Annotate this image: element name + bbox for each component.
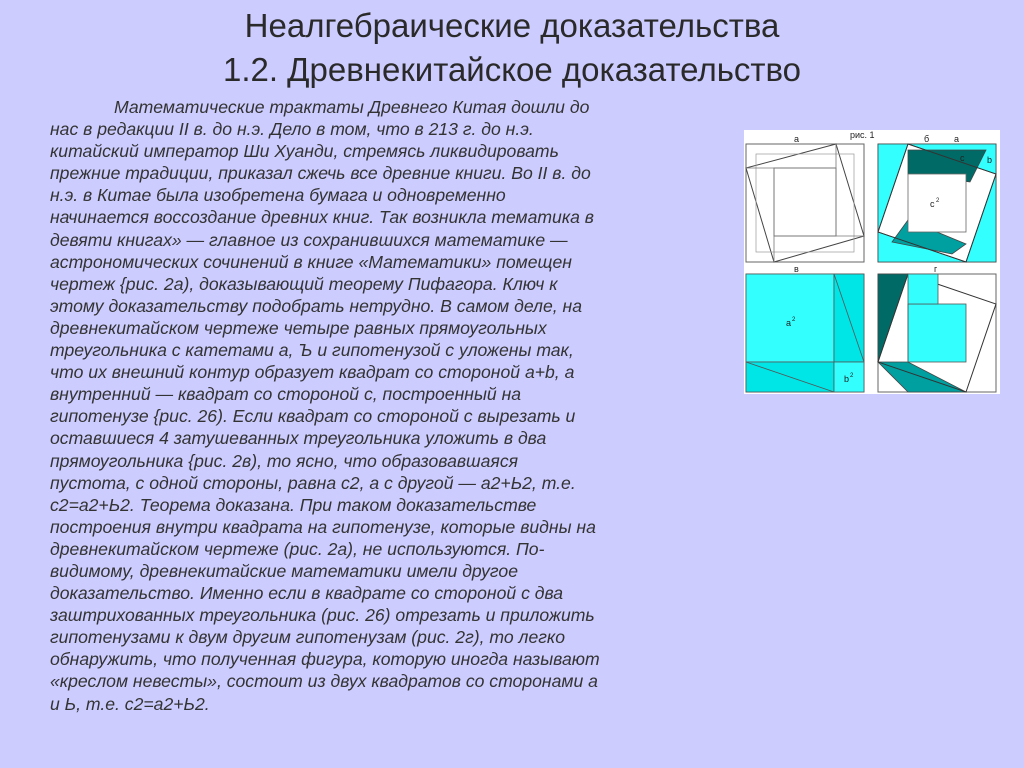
- panel-a-label: а: [794, 134, 800, 144]
- paragraph-line: китайский император Ши Хуанди, стремясь ликвидировать: [50, 141, 559, 162]
- paragraph-line: внутренний — квадрат со стороной с, построенный на: [50, 384, 522, 405]
- paragraph-line: треугольника с катетами а, Ъ и гипотенузой с уложены так,: [50, 340, 574, 361]
- figure-caption: рис. 1: [850, 130, 875, 140]
- panel-b-b-label: b: [987, 155, 993, 165]
- paragraph-line: и Ь, т.е. с2=а2+Ь2.: [50, 693, 210, 714]
- panel-v-b2-sup: 2: [850, 373, 854, 379]
- panel-b-side-label: а: [954, 134, 960, 144]
- panel-g: [878, 264, 996, 392]
- paragraph-line: начинается воссоздание древних книг. Так возникла тематика в: [50, 207, 594, 228]
- paragraph-line: что их внешний контур образует квадрат со стороной а+b, а: [50, 362, 575, 383]
- paragraph-line: видимому, древнекитайские математики имели другое: [50, 560, 518, 581]
- title-line-1: Неалгебраические доказательства: [244, 7, 780, 44]
- paragraph-line: заштрихованных треугольника (рис. 26) отрезать и приложить: [50, 605, 595, 626]
- panel-b: [878, 134, 996, 262]
- paragraph-line: этому доказательству подобрать нетрудно. В самом деле, на: [50, 295, 582, 316]
- figure-svg: [744, 130, 1000, 394]
- paragraph-line: гипотенузами к двум другим гипотенузам (рис. 2г), то легко: [50, 627, 566, 648]
- panel-b-c-label: с: [960, 153, 965, 163]
- paragraph-line: древнекитайском чертеже (рис. 2а), не используются. По-: [50, 538, 545, 559]
- slide-title: [0, 4, 1024, 92]
- paragraph-line: Математические трактаты Древнего Китая дошли до: [114, 97, 590, 117]
- panel-b-c2-label: c: [930, 199, 935, 209]
- paragraph-line: прямоугольника {рис. 2в), то ясно, что образовавшаяся: [50, 450, 519, 471]
- paragraph-line: нас в редакции II в. до н.э. Дело в том, что в 213 г. до н.э.: [50, 119, 534, 140]
- paragraph-line: обнаружить, что полученная фигура, которую иногда называют: [50, 649, 600, 670]
- paragraph-line: астрономических сочинений в книге «Математики» помещен: [50, 251, 572, 272]
- panel-v-a2-sup: 2: [792, 317, 796, 323]
- paragraph-line: «креслом невесты», состоит из двух квадратов со сторонами а: [50, 671, 598, 692]
- paragraph-line: построения внутри квадрата на гипотенузе, которые видны на: [50, 516, 596, 537]
- paragraph-line: прежние традиции, приказал сжечь все древние книги. Во II в. до: [50, 163, 591, 184]
- paragraph-line: пустота, с одной стороны, равна с2, а с другой — а2+Ь2, т.е.: [50, 472, 576, 493]
- paragraph-line: оставшиеся 4 затушеванных треугольника уложить в два: [50, 428, 547, 449]
- paragraph-line: с2=а2+Ь2. Теорема доказана. При таком доказательстве: [50, 494, 537, 515]
- paragraph-line: гипотенузе {рис. 26). Если квадрат со стороной с вырезать и: [50, 406, 576, 427]
- panel-g-label: г: [934, 264, 938, 274]
- paragraph-line: древнекитайском чертеже четыре равных прямоугольных: [50, 317, 547, 338]
- panel-a: [746, 134, 864, 262]
- panel-v-a2-label: a: [786, 318, 792, 328]
- panel-v-b2-label: b: [844, 374, 850, 384]
- panel-b-c2-sup: 2: [936, 198, 940, 204]
- panel-v-label: в: [794, 264, 799, 274]
- paragraph-line: н.э. в Китае была изобретена бумага и одновременно: [50, 185, 506, 206]
- paragraph-line: девяти книгах» — главное из сохранившихся математике —: [50, 229, 568, 250]
- body-paragraph: [50, 96, 762, 715]
- paragraph-line: чертеж {рис. 2а), доказывающий теорему Пифагора. Ключ к: [50, 273, 558, 294]
- panel-b-label: б: [924, 134, 930, 144]
- pythagoras-figure: [744, 130, 1000, 394]
- title-line-2: 1.2. Древнекитайское доказательство: [222, 51, 802, 88]
- paragraph-line: доказательство. Именно если в квадрате со стороной с два: [50, 583, 564, 604]
- panel-v: [746, 264, 864, 392]
